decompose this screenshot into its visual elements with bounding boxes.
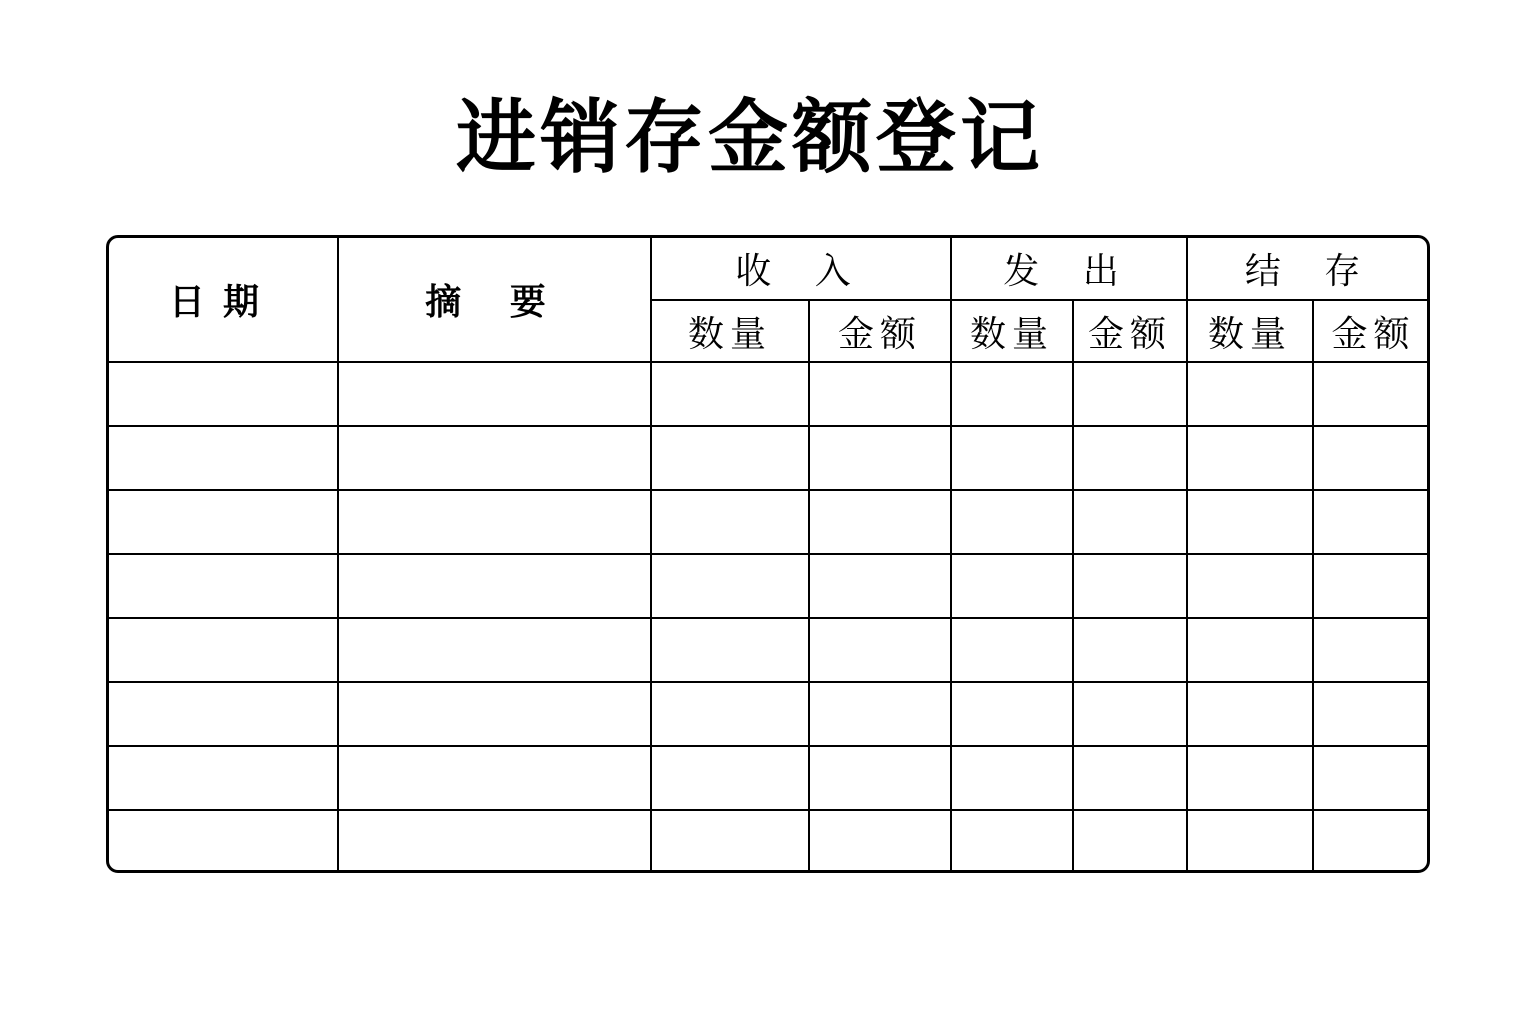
cell-date[interactable] — [109, 426, 338, 490]
cell-income-amount[interactable] — [809, 682, 951, 746]
cell-balance-amount[interactable] — [1313, 618, 1430, 682]
cell-outgo-quantity[interactable] — [951, 426, 1073, 490]
table-row — [109, 682, 1430, 746]
header-income-quantity: 数量 — [651, 300, 809, 362]
cell-date[interactable] — [109, 618, 338, 682]
cell-balance-amount[interactable] — [1313, 746, 1430, 810]
cell-summary[interactable] — [338, 362, 651, 426]
cell-outgo-quantity[interactable] — [951, 554, 1073, 618]
cell-summary[interactable] — [338, 554, 651, 618]
cell-outgo-amount[interactable] — [1073, 362, 1187, 426]
table-row — [109, 618, 1430, 682]
header-income: 收 入 — [651, 238, 951, 300]
header-outgo: 发 出 — [951, 238, 1187, 300]
cell-income-quantity[interactable] — [651, 810, 809, 873]
header-balance: 结 存 — [1187, 238, 1430, 300]
cell-date[interactable] — [109, 554, 338, 618]
cell-income-quantity[interactable] — [651, 426, 809, 490]
cell-income-amount[interactable] — [809, 746, 951, 810]
cell-date[interactable] — [109, 682, 338, 746]
cell-income-quantity[interactable] — [651, 682, 809, 746]
cell-outgo-amount[interactable] — [1073, 554, 1187, 618]
ledger-table-frame — [106, 235, 1430, 873]
header-income-amount: 金额 — [809, 300, 951, 362]
header-balance-amount: 金额 — [1313, 300, 1430, 362]
cell-balance-amount[interactable] — [1313, 362, 1430, 426]
cell-balance-quantity[interactable] — [1187, 746, 1313, 810]
cell-outgo-amount[interactable] — [1073, 746, 1187, 810]
cell-income-quantity[interactable] — [651, 554, 809, 618]
cell-income-amount[interactable] — [809, 554, 951, 618]
table-row — [109, 746, 1430, 810]
cell-balance-amount[interactable] — [1313, 810, 1430, 873]
table-row — [109, 554, 1430, 618]
cell-balance-amount[interactable] — [1313, 426, 1430, 490]
table-row — [109, 490, 1430, 554]
cell-outgo-amount[interactable] — [1073, 810, 1187, 873]
cell-balance-quantity[interactable] — [1187, 682, 1313, 746]
cell-balance-amount[interactable] — [1313, 554, 1430, 618]
cell-balance-quantity[interactable] — [1187, 810, 1313, 873]
table-row — [109, 362, 1430, 426]
cell-outgo-quantity[interactable] — [951, 810, 1073, 873]
cell-income-quantity[interactable] — [651, 362, 809, 426]
cell-balance-quantity[interactable] — [1187, 490, 1313, 554]
cell-income-quantity[interactable] — [651, 618, 809, 682]
cell-date[interactable] — [109, 490, 338, 554]
cell-income-amount[interactable] — [809, 490, 951, 554]
ledger-body — [109, 362, 1430, 873]
header-balance-quantity: 数量 — [1187, 300, 1313, 362]
cell-outgo-quantity[interactable] — [951, 362, 1073, 426]
cell-outgo-quantity[interactable] — [951, 682, 1073, 746]
table-row — [109, 810, 1430, 873]
cell-balance-quantity[interactable] — [1187, 554, 1313, 618]
cell-balance-quantity[interactable] — [1187, 618, 1313, 682]
cell-outgo-amount[interactable] — [1073, 426, 1187, 490]
cell-income-quantity[interactable] — [651, 746, 809, 810]
cell-date[interactable] — [109, 746, 338, 810]
cell-summary[interactable] — [338, 682, 651, 746]
cell-income-quantity[interactable] — [651, 490, 809, 554]
cell-income-amount[interactable] — [809, 426, 951, 490]
cell-outgo-quantity[interactable] — [951, 618, 1073, 682]
table-row — [109, 426, 1430, 490]
cell-balance-amount[interactable] — [1313, 490, 1430, 554]
cell-summary[interactable] — [338, 746, 651, 810]
ledger-table — [109, 238, 1430, 873]
cell-date[interactable] — [109, 362, 338, 426]
cell-balance-quantity[interactable] — [1187, 426, 1313, 490]
cell-outgo-amount[interactable] — [1073, 682, 1187, 746]
cell-income-amount[interactable] — [809, 362, 951, 426]
header-outgo-quantity: 数量 — [951, 300, 1073, 362]
cell-income-amount[interactable] — [809, 618, 951, 682]
cell-summary[interactable] — [338, 618, 651, 682]
cell-outgo-quantity[interactable] — [951, 746, 1073, 810]
cell-balance-quantity[interactable] — [1187, 362, 1313, 426]
cell-outgo-quantity[interactable] — [951, 490, 1073, 554]
cell-date[interactable] — [109, 810, 338, 873]
cell-outgo-amount[interactable] — [1073, 618, 1187, 682]
page-title: 进销存金额登记 — [456, 91, 1044, 184]
cell-summary[interactable] — [338, 426, 651, 490]
cell-summary[interactable] — [338, 490, 651, 554]
cell-income-amount[interactable] — [809, 810, 951, 873]
cell-summary[interactable] — [338, 810, 651, 873]
cell-outgo-amount[interactable] — [1073, 490, 1187, 554]
header-outgo-amount: 金额 — [1073, 300, 1187, 362]
header-date: 日期 — [109, 238, 338, 362]
cell-balance-amount[interactable] — [1313, 682, 1430, 746]
header-summary: 摘 要 — [338, 238, 651, 362]
